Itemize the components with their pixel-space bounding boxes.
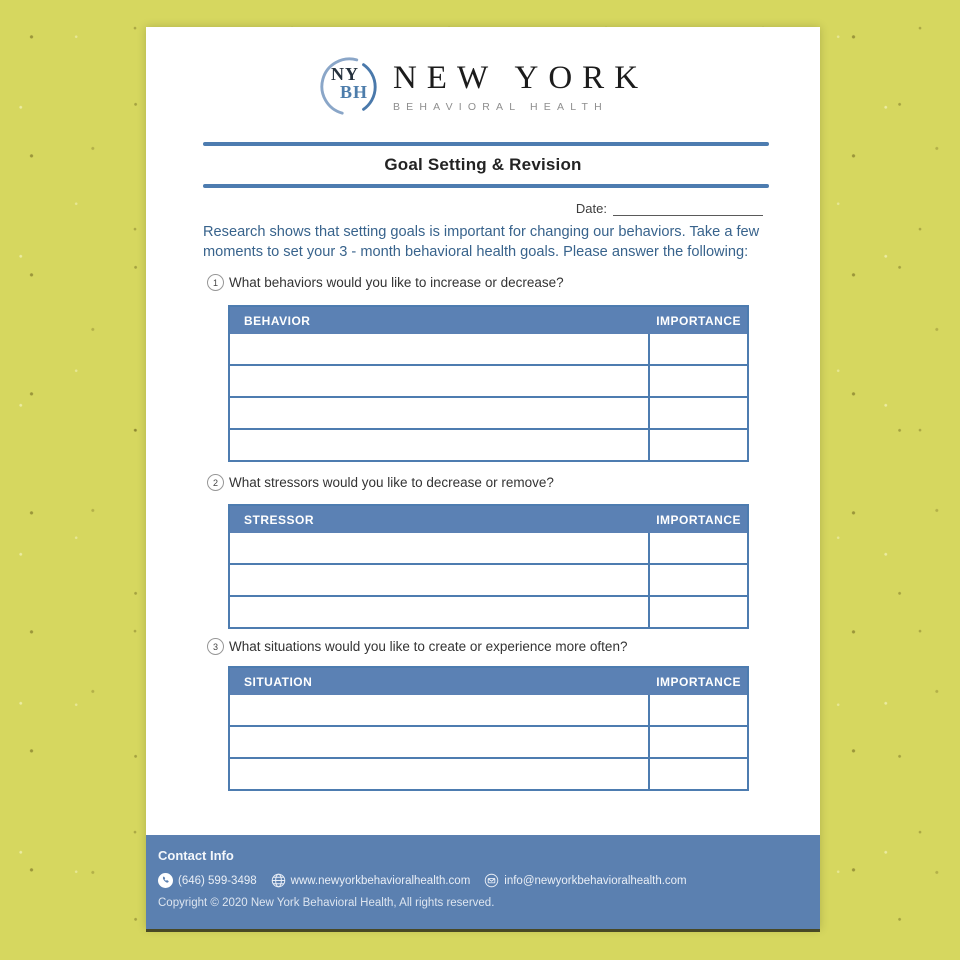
column-header-importance: IMPORTANCE — [656, 674, 741, 689]
phone-contact — [158, 873, 257, 888]
column-header-situation: SITUATION — [244, 674, 313, 689]
question-text: What behaviors would you like to increase or decrease? — [229, 275, 564, 290]
question-number-badge: 2 — [207, 474, 224, 491]
logo-name: NEW YORK — [392, 59, 649, 96]
logo-monogram-ny: NY — [330, 64, 359, 84]
table-cell-importance[interactable] — [648, 759, 747, 789]
globe-icon — [271, 873, 286, 888]
table-empty-row — [230, 595, 747, 627]
question-number-badge: 1 — [207, 274, 224, 291]
contact-row — [158, 873, 806, 888]
logo-circle-monogram — [318, 56, 380, 118]
phone-icon — [158, 873, 173, 888]
table-cell-entry[interactable] — [230, 727, 648, 757]
table-empty-row — [230, 334, 747, 364]
question-1 — [207, 274, 564, 291]
email-address[interactable]: info@newyorkbehavioralhealth.com — [504, 874, 687, 887]
table-empty-row — [230, 364, 747, 396]
table-cell-importance[interactable] — [648, 533, 747, 563]
table-body — [230, 334, 747, 460]
table-body — [230, 533, 747, 627]
table-empty-row — [230, 533, 747, 563]
title-rule-bottom — [203, 184, 769, 188]
table-cell-importance[interactable] — [648, 695, 747, 725]
table-cell-entry[interactable] — [230, 759, 648, 789]
table-cell-importance[interactable] — [648, 366, 747, 396]
table-cell-entry[interactable] — [230, 533, 648, 563]
intro-paragraph: Research shows that setting goals is important for changing our behaviors. Take a few moments to set your 3 - month behavioral health goals. Please answer the following: — [203, 224, 760, 261]
copyright-text: Copyright © 2020 New York Behavioral Health, All rights reserved. — [158, 897, 495, 909]
table-header-row — [230, 668, 747, 695]
footer-heading: Contact Info — [158, 848, 234, 863]
table-cell-entry[interactable] — [230, 430, 648, 460]
logo — [146, 53, 820, 121]
table-cell-importance[interactable] — [648, 565, 747, 595]
situation-table — [228, 666, 749, 791]
email-icon — [484, 873, 499, 888]
column-header-behavior: BEHAVIOR — [244, 313, 311, 328]
table-cell-importance[interactable] — [648, 727, 747, 757]
table-empty-row — [230, 757, 747, 789]
table-empty-row — [230, 428, 747, 460]
website-contact — [271, 873, 471, 888]
page-title: Goal Setting & Revision — [384, 155, 582, 174]
table-cell-entry[interactable] — [230, 565, 648, 595]
table-empty-row — [230, 695, 747, 725]
table-header-row — [230, 307, 747, 334]
table-cell-importance[interactable] — [648, 334, 747, 364]
email-contact — [484, 873, 686, 888]
logo-monogram-bh: BH — [339, 82, 368, 102]
logo-wordmark — [392, 59, 649, 113]
table-header-row — [230, 506, 747, 533]
date-field — [576, 200, 763, 216]
table-cell-entry[interactable] — [230, 366, 648, 396]
table-empty-row — [230, 563, 747, 595]
form-page — [146, 27, 820, 929]
title-rule-top — [203, 142, 769, 146]
table-cell-importance[interactable] — [648, 597, 747, 627]
table-body — [230, 695, 747, 789]
question-text: What stressors would you like to decrease or remove? — [229, 475, 554, 490]
question-text: What situations would you like to create or experience more often? — [229, 639, 628, 654]
question-3 — [207, 638, 627, 655]
contact-footer — [146, 835, 820, 929]
website-url[interactable]: www.newyorkbehavioralhealth.com — [290, 874, 471, 887]
table-empty-row — [230, 396, 747, 428]
table-cell-entry[interactable] — [230, 597, 648, 627]
column-header-importance: IMPORTANCE — [656, 313, 741, 328]
question-number-badge: 3 — [207, 638, 224, 655]
table-cell-importance[interactable] — [648, 398, 747, 428]
table-cell-entry[interactable] — [230, 334, 648, 364]
stressor-table — [228, 504, 749, 629]
date-label: Date: — [575, 201, 607, 216]
phone-number[interactable]: (646) 599-3498 — [178, 874, 257, 887]
table-cell-importance[interactable] — [648, 430, 747, 460]
logo-tagline: BEHAVIORAL HEALTH — [392, 100, 608, 113]
column-header-stressor: STRESSOR — [244, 512, 315, 527]
column-header-importance: IMPORTANCE — [656, 512, 741, 527]
table-empty-row — [230, 725, 747, 757]
table-cell-entry[interactable] — [230, 695, 648, 725]
question-2 — [207, 474, 554, 491]
behavior-table — [228, 305, 749, 462]
date-input-line[interactable] — [613, 200, 763, 216]
table-cell-entry[interactable] — [230, 398, 648, 428]
